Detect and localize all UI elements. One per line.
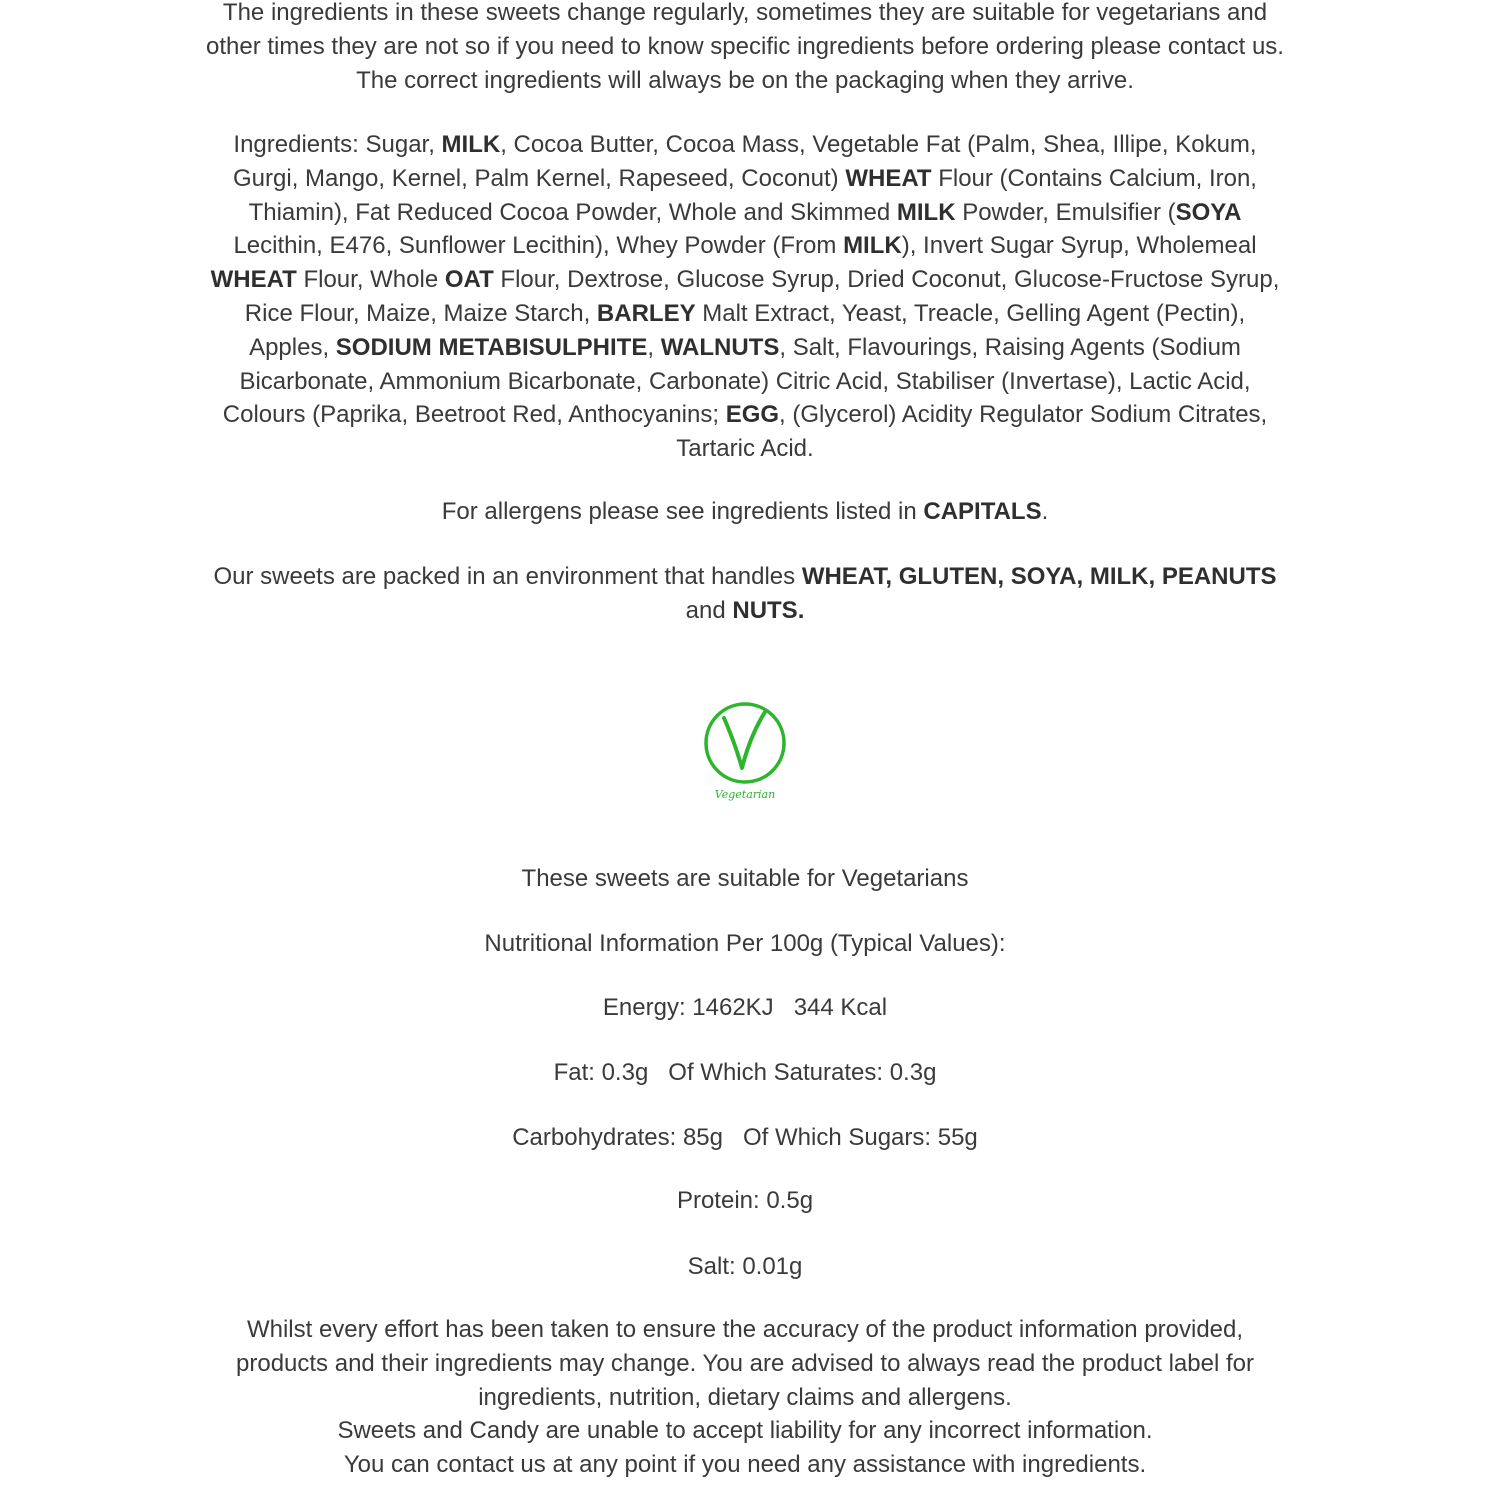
allergen: OAT	[444, 266, 494, 294]
allergen: WHEAT	[210, 266, 297, 294]
nutrition-protein: Protein: 0.5g	[676, 1187, 814, 1214]
allergen: SOYA	[1175, 198, 1242, 226]
nutrition-heading: Nutritional Information Per 100g (Typical Values):	[484, 930, 1006, 957]
nutrition-energy: Energy: 1462KJ 344 Kcal	[602, 994, 888, 1021]
allergen: CAPITALS	[923, 498, 1042, 525]
allergen: WHEAT	[845, 164, 932, 192]
ingredients-line: Gurgi, Mango, Kernel, Palm Kernel, Rapeseed, Coconut) WHEAT Flour (Contains Calcium, Iron,	[233, 164, 1257, 192]
allergen: WALNUTS	[660, 333, 780, 361]
ingredients-line: Thiamin), Fat Reduced Cocoa Powder, Whole and Skimmed MILK Powder, Emulsifier (SOYA	[248, 198, 1242, 226]
ingredients-line: Rice Flour, Maize, Maize Starch, BARLEY Malt Extract, Yeast, Treacle, Gelling Agent (Pectin),	[244, 299, 1246, 327]
ingredients-line: Tartaric Acid.	[676, 435, 814, 463]
vegetarian-label: Vegetarian	[714, 788, 776, 801]
disclaimer-paragraph: Whilst every effort has been taken to ensure the accuracy of the product information provided, products and their ingredients may change. You are advised to always read the product label for ingredients, nutrition, dietary claims and allergens. Sweets and Candy are unable to accept liability for any incorrect information. You can contact us at any point if you need any assistance with ingredients.	[236, 1316, 1254, 1479]
ingredients-line: Colours (Paprika, Beetroot Red, Anthocyanins; EGG, (Glycerol) Acidity Regulator Sodium Citrates,	[222, 401, 1268, 429]
allergens-note: For allergens please see ingredients listed in CAPITALS.	[441, 498, 1049, 525]
allergen: MILK	[896, 198, 956, 226]
allergen: SODIUM METABISULPHITE	[335, 333, 648, 361]
allergen: MILK	[441, 131, 501, 158]
allergen: NUTS.	[732, 596, 805, 624]
vegetarian-logo	[695, 698, 795, 808]
nutrition-carbohydrates: Carbohydrates: 85g Of Which Sugars: 55g	[512, 1124, 978, 1151]
packing-note: Our sweets are packed in an environment that handles WHEAT, GLUTEN, SOYA, MILK, PEANUTS and NUTS.	[213, 563, 1277, 624]
ingredients-line: Apples, SODIUM METABISULPHITE, WALNUTS, Salt, Flavourings, Raising Agents (Sodium	[249, 333, 1241, 361]
allergen: EGG	[725, 401, 780, 429]
suitable-text: These sweets are suitable for Vegetarians	[521, 865, 969, 892]
vegetarian-v-icon	[695, 698, 795, 808]
nutrition-salt: Salt: 0.01g	[687, 1253, 803, 1280]
ingredients-line: Lecithin, E476, Sunflower Lecithin), Whey Powder (From MILK), Invert Sugar Syrup, Wholemeal	[233, 232, 1257, 260]
ingredients-line: Bicarbonate, Ammonium Bicarbonate, Carbonate) Citric Acid, Stabiliser (Invertase), Lactic Acid,	[239, 367, 1251, 395]
nutrition-fat: Fat: 0.3g Of Which Saturates: 0.3g	[553, 1059, 937, 1086]
allergen: MILK	[843, 232, 902, 260]
ingredients-line: Ingredients: Sugar, MILK, Cocoa Butter, Cocoa Mass, Vegetable Fat (Palm, Shea, Illipe, Kokum,	[233, 131, 1257, 158]
intro-paragraph: The ingredients in these sweets change regularly, sometimes they are suitable for vegetarians and other times they are not so if you need to know specific ingredients before ordering please contact us. The correct ingredients will always be on the packaging when they arrive.	[206, 0, 1284, 94]
allergen: BARLEY	[596, 299, 696, 327]
ingredients-paragraph	[150, 128, 1340, 466]
ingredients-line: WHEAT Flour, Whole OAT Flour, Dextrose, Glucose Syrup, Dried Coconut, Glucose-Fructose Syrup,	[210, 266, 1280, 294]
allergen: WHEAT, GLUTEN, SOYA, MILK, PEANUTS	[801, 563, 1277, 590]
